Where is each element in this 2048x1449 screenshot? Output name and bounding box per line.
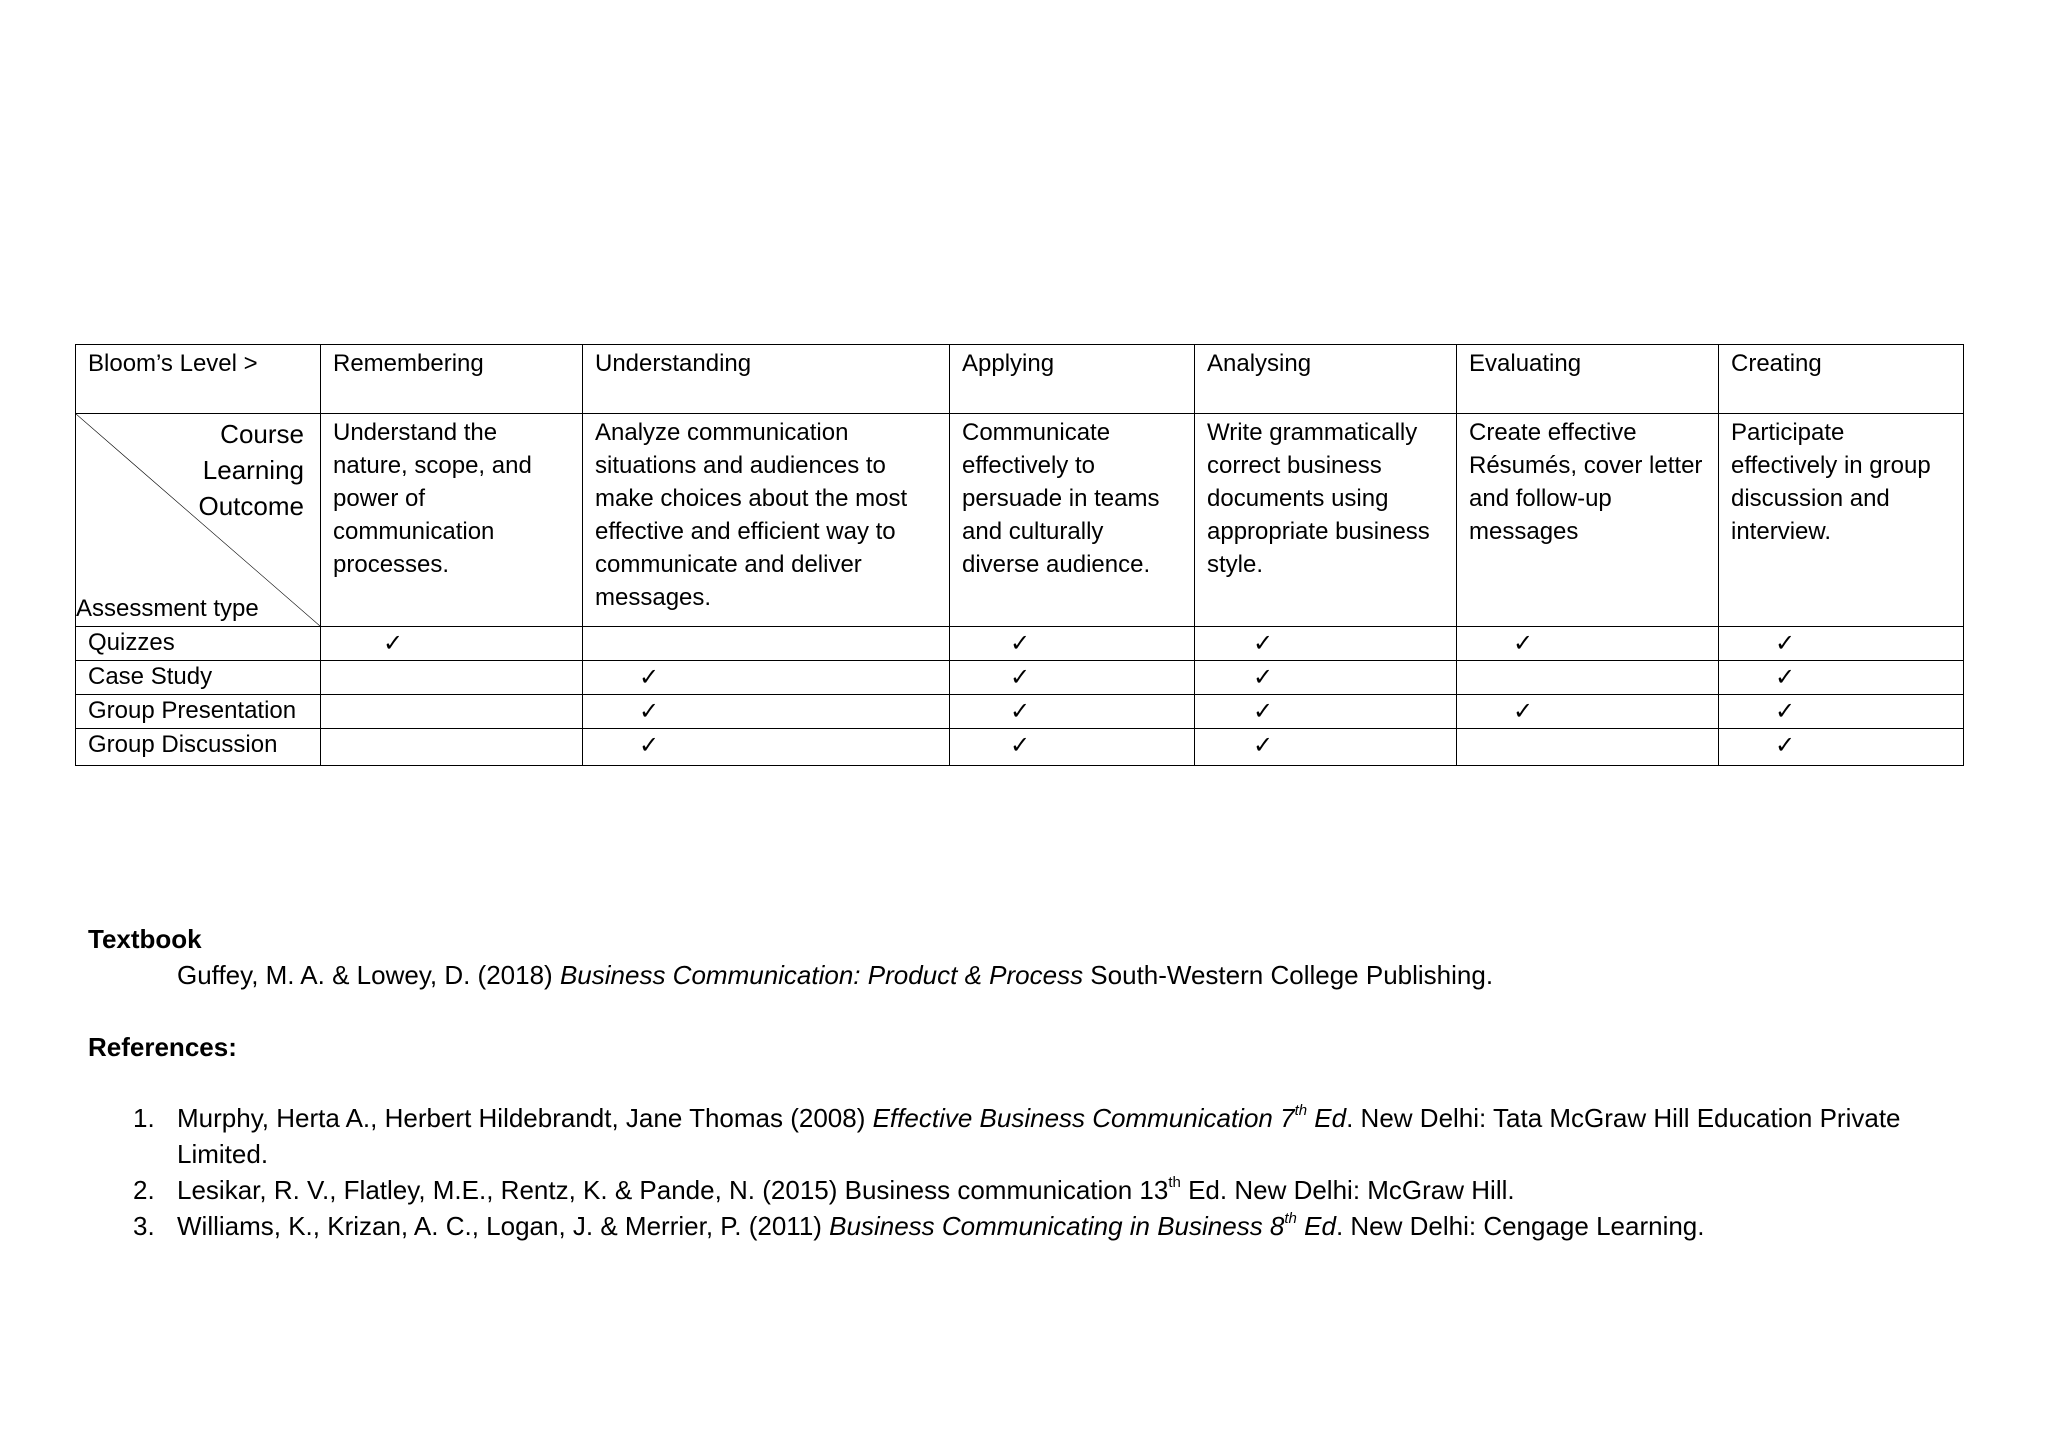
checkmark-icon: ✓: [639, 731, 660, 759]
table-row: [76, 661, 1964, 695]
checkmark-icon: ✓: [1010, 697, 1031, 725]
reference-item: [125, 1172, 1985, 1208]
checkmark-icon: ✓: [1775, 697, 1796, 725]
check-cell: [321, 661, 583, 695]
textbook-publisher: South-Western College Publishing.: [1083, 960, 1494, 990]
clo-line-1: Course: [220, 419, 304, 449]
check-cell: [1195, 661, 1457, 695]
references-heading: References:: [88, 1032, 237, 1062]
reference-title: [829, 1211, 1336, 1241]
check-cell: [950, 661, 1195, 695]
textbook-heading: Textbook: [88, 924, 202, 954]
reference-authors: Williams, K., Krizan, A. C., Logan, J. & Merrier, P. (2011): [177, 1211, 830, 1241]
level-creating: Creating: [1719, 345, 1964, 414]
assessment-type-cell: Case Study: [76, 661, 321, 695]
check-cell: [583, 627, 950, 661]
check-cell: [1195, 695, 1457, 729]
reference-edition: Ed: [1307, 1103, 1347, 1133]
checkmark-icon: ✓: [1513, 697, 1534, 725]
outcome-applying: Communicate effectively to persuade in teams and culturally diverse audience.: [950, 414, 1195, 627]
reference-edition: Ed: [1296, 1211, 1336, 1241]
outcome-creating: Participate effectively in group discussion and interview.: [1719, 414, 1964, 627]
check-cell: [1719, 695, 1964, 729]
level-remembering: Remembering: [321, 345, 583, 414]
diagonal-header-cell: [76, 414, 321, 627]
check-cell: [1457, 627, 1719, 661]
outcome-understanding: Analyze communication situations and audiences to make choices about the most effective and efficient way to communicate and deliver messages.: [583, 414, 950, 627]
reference-title-text: Effective Business Communication 7: [872, 1103, 1295, 1133]
textbook-title: Business Communication: Product & Process: [559, 960, 1084, 990]
check-cell: [1457, 695, 1719, 729]
assessment-type-label: Assessment type: [76, 595, 259, 622]
check-cell: [583, 729, 950, 766]
checkmark-icon: ✓: [1775, 663, 1796, 691]
check-cell: [1195, 627, 1457, 661]
checkmark-icon: ✓: [639, 663, 660, 691]
check-cell: [321, 695, 583, 729]
check-cell: [950, 729, 1195, 766]
checkmark-icon: ✓: [639, 697, 660, 725]
outcome-remembering: Understand the nature, scope, and power of communication processes.: [321, 414, 583, 627]
reference-title: [873, 1103, 1347, 1133]
reference-sup: th: [1168, 1174, 1181, 1192]
blooms-level-label: Bloom’s Level >: [76, 345, 321, 414]
checkmark-icon: ✓: [1253, 629, 1274, 657]
clo-line-3: Outcome: [198, 491, 304, 521]
assessment-rows: [76, 627, 1964, 766]
checkmark-icon: ✓: [1513, 629, 1534, 657]
table-row: [76, 695, 1964, 729]
check-cell: [1195, 729, 1457, 766]
check-cell: [1457, 661, 1719, 695]
assessment-type-cell: Group Presentation: [76, 695, 321, 729]
reference-title-text: Business Communicating in Business 8: [829, 1211, 1285, 1241]
check-cell: [583, 695, 950, 729]
table-header-row: [76, 345, 1964, 414]
checkmark-icon: ✓: [1253, 697, 1274, 725]
outcome-evaluating: Create effective Résumés, cover letter and follow-up messages: [1457, 414, 1719, 627]
table-row: [76, 627, 1964, 661]
textbook-authors: Guffey, M. A. & Lowey, D. (2018): [177, 960, 560, 990]
reference-item: [125, 1100, 1985, 1172]
checkmark-icon: ✓: [1253, 731, 1274, 759]
checkmark-icon: ✓: [1010, 663, 1031, 691]
reference-publisher: Ed. New Delhi: McGraw Hill.: [1180, 1175, 1515, 1205]
reference-authors: Lesikar, R. V., Flatley, M.E., Rentz, K. & Pande, N. (2015) Business communication 13: [177, 1175, 1169, 1205]
check-cell: [950, 695, 1195, 729]
level-evaluating: Evaluating: [1457, 345, 1719, 414]
assessment-type-cell: Group Discussion: [76, 729, 321, 766]
check-cell: [321, 729, 583, 766]
level-applying: Applying: [950, 345, 1195, 414]
level-understanding: Understanding: [583, 345, 950, 414]
reference-sup: th: [1294, 1102, 1308, 1120]
check-cell: [1719, 661, 1964, 695]
reference-authors: Murphy, Herta A., Herbert Hildebrandt, Jane Thomas (2008): [177, 1103, 873, 1133]
check-cell: [1457, 729, 1719, 766]
reference-number: 1.: [133, 1103, 155, 1133]
references-list: [125, 1100, 1985, 1244]
check-cell: [321, 627, 583, 661]
check-cell: [583, 661, 950, 695]
checkmark-icon: ✓: [1010, 629, 1031, 657]
checkmark-icon: ✓: [1775, 629, 1796, 657]
table-row: [76, 729, 1964, 766]
level-analysing: Analysing: [1195, 345, 1457, 414]
checkmark-icon: ✓: [1775, 731, 1796, 759]
clo-line-2: Learning: [202, 455, 304, 485]
check-cell: [950, 627, 1195, 661]
reference-publisher: . New Delhi: Cengage Learning.: [1335, 1211, 1705, 1241]
course-learning-outcome-label: [199, 416, 305, 524]
outcomes-row: [76, 414, 1964, 627]
checkmark-icon: ✓: [1253, 663, 1274, 691]
textbook-citation: [177, 957, 1493, 993]
reference-number: 3.: [133, 1211, 155, 1241]
check-cell: [1719, 627, 1964, 661]
blooms-assessment-table: [75, 344, 1964, 766]
outcome-analysing: Write grammatically correct business documents using appropriate business style.: [1195, 414, 1457, 627]
reference-number: 2.: [133, 1175, 155, 1205]
assessment-type-cell: Quizzes: [76, 627, 321, 661]
checkmark-icon: ✓: [1010, 731, 1031, 759]
check-cell: [1719, 729, 1964, 766]
reference-item: [125, 1208, 1985, 1244]
reference-sup: th: [1284, 1210, 1297, 1228]
checkmark-icon: ✓: [383, 629, 404, 657]
reference-publisher: . New Delhi: Tata McGraw Hill Education Private Limited.: [177, 1103, 1901, 1169]
